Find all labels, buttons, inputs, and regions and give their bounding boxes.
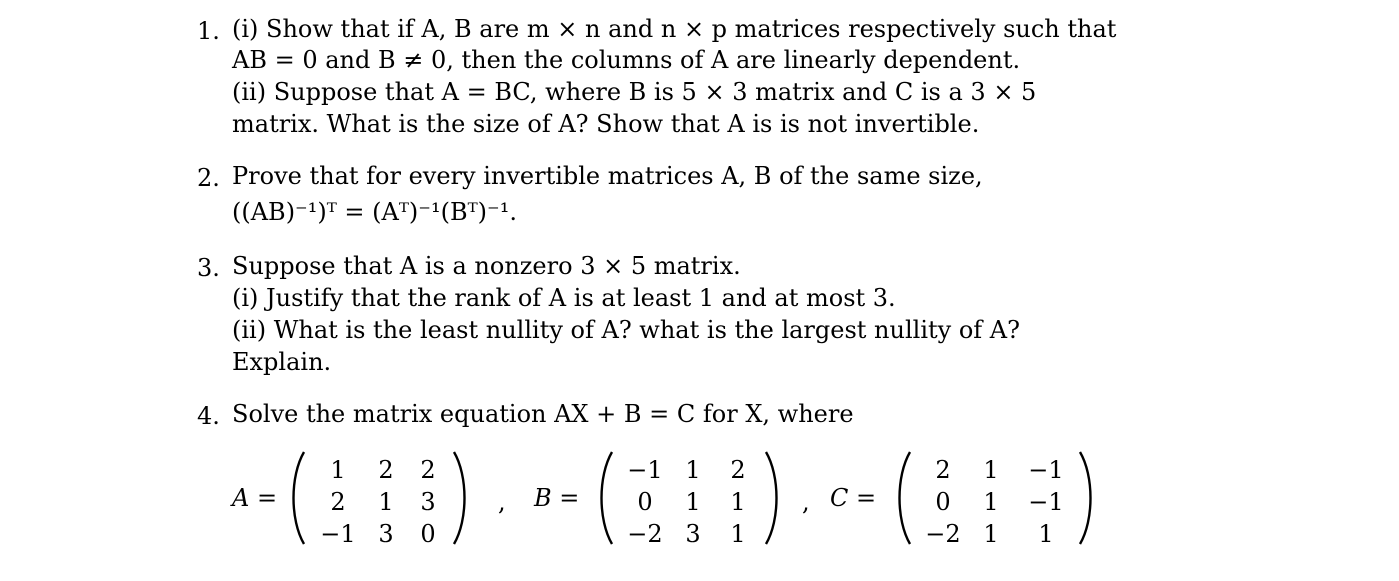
matrix-b-cell: 0	[637, 488, 653, 516]
matrix-b-cell: 2	[730, 456, 746, 484]
matrix-a-cell: 0	[420, 520, 436, 548]
matrix-c-cell: 1	[1038, 520, 1054, 548]
matrix-c-right-paren	[1076, 450, 1096, 546]
problem-2-formula: ((AB)⁻¹)ᵀ = (Aᵀ)⁻¹(Bᵀ)⁻¹.	[232, 198, 517, 226]
matrix-c-entries	[918, 454, 1078, 550]
problem-3-line-2: (i) Justify that the rank of A is at least 1 and at most 3.	[232, 284, 896, 312]
problem-3-line-4: Explain.	[232, 348, 332, 376]
matrix-a	[232, 450, 472, 550]
matrix-a-right-paren	[450, 450, 470, 546]
matrix-c-cell: 1	[983, 520, 999, 548]
matrix-c	[830, 450, 1100, 550]
matrix-a-entries	[312, 454, 448, 550]
matrix-b-left-paren	[596, 450, 616, 546]
matrix-a-cell: 1	[378, 488, 394, 516]
matrix-b-right-paren	[762, 450, 782, 546]
matrix-c-label: C =	[830, 484, 877, 512]
matrix-b-entries	[620, 454, 760, 550]
matrix-c-left-paren	[894, 450, 914, 546]
matrix-c-cell: 1	[983, 488, 999, 516]
problem-1-line-1: (i) Show that if A, B are m × n and n × p matrices respectively such that	[232, 15, 1117, 43]
problem-1-line-4: matrix. What is the size of A? Show that A is is not invertible.	[232, 110, 980, 138]
matrix-c-cell: 1	[983, 456, 999, 484]
matrix-a-cell: 2	[378, 456, 394, 484]
matrix-b-cell: 1	[685, 488, 701, 516]
problem-3-line-1: Suppose that A is a nonzero 3 × 5 matrix.	[232, 252, 741, 280]
matrix-a-cell: 2	[330, 488, 346, 516]
matrix-a-cell: 3	[420, 488, 436, 516]
matrix-a-cell: 2	[420, 456, 436, 484]
problem-3-line-3: (ii) What is the least nullity of A? what is the largest nullity of A?	[232, 316, 1020, 344]
matrix-b	[534, 450, 774, 550]
matrix-c-cell: 2	[935, 456, 951, 484]
separator-comma: ,	[498, 488, 506, 516]
problem-2-number: 2.	[197, 164, 220, 192]
problem-3-number: 3.	[197, 254, 220, 282]
matrix-a-cell: 3	[378, 520, 394, 548]
matrix-b-cell: −2	[627, 520, 663, 548]
matrix-a-left-paren	[288, 450, 308, 546]
matrix-b-cell: 1	[730, 488, 746, 516]
problem-2-line-1: Prove that for every invertible matrices A, B of the same size,	[232, 162, 983, 190]
matrix-a-label: A =	[232, 484, 278, 512]
matrix-b-cell: 3	[685, 520, 701, 548]
matrix-c-cell: −1	[1028, 456, 1064, 484]
problem-1-number: 1.	[197, 17, 220, 45]
separator-comma: ,	[802, 488, 810, 516]
problem-1-line-3: (ii) Suppose that A = BC, where B is 5 × 3 matrix and C is a 3 × 5	[232, 78, 1037, 106]
matrix-b-cell: 1	[685, 456, 701, 484]
matrix-c-cell: 0	[935, 488, 951, 516]
problem-1-line-2: AB = 0 and B ≠ 0, then the columns of A are linearly dependent.	[232, 46, 1021, 74]
matrix-a-cell: 1	[330, 456, 346, 484]
matrix-b-cell: −1	[627, 456, 663, 484]
problem-4-number: 4.	[197, 402, 220, 430]
matrix-a-cell: −1	[320, 520, 356, 548]
matrix-b-cell: 1	[730, 520, 746, 548]
problem-4-line-1: Solve the matrix equation AX + B = C for X, where	[232, 400, 854, 428]
matrix-c-cell: −1	[1028, 488, 1064, 516]
matrix-c-cell: −2	[925, 520, 961, 548]
matrix-b-label: B =	[534, 484, 580, 512]
